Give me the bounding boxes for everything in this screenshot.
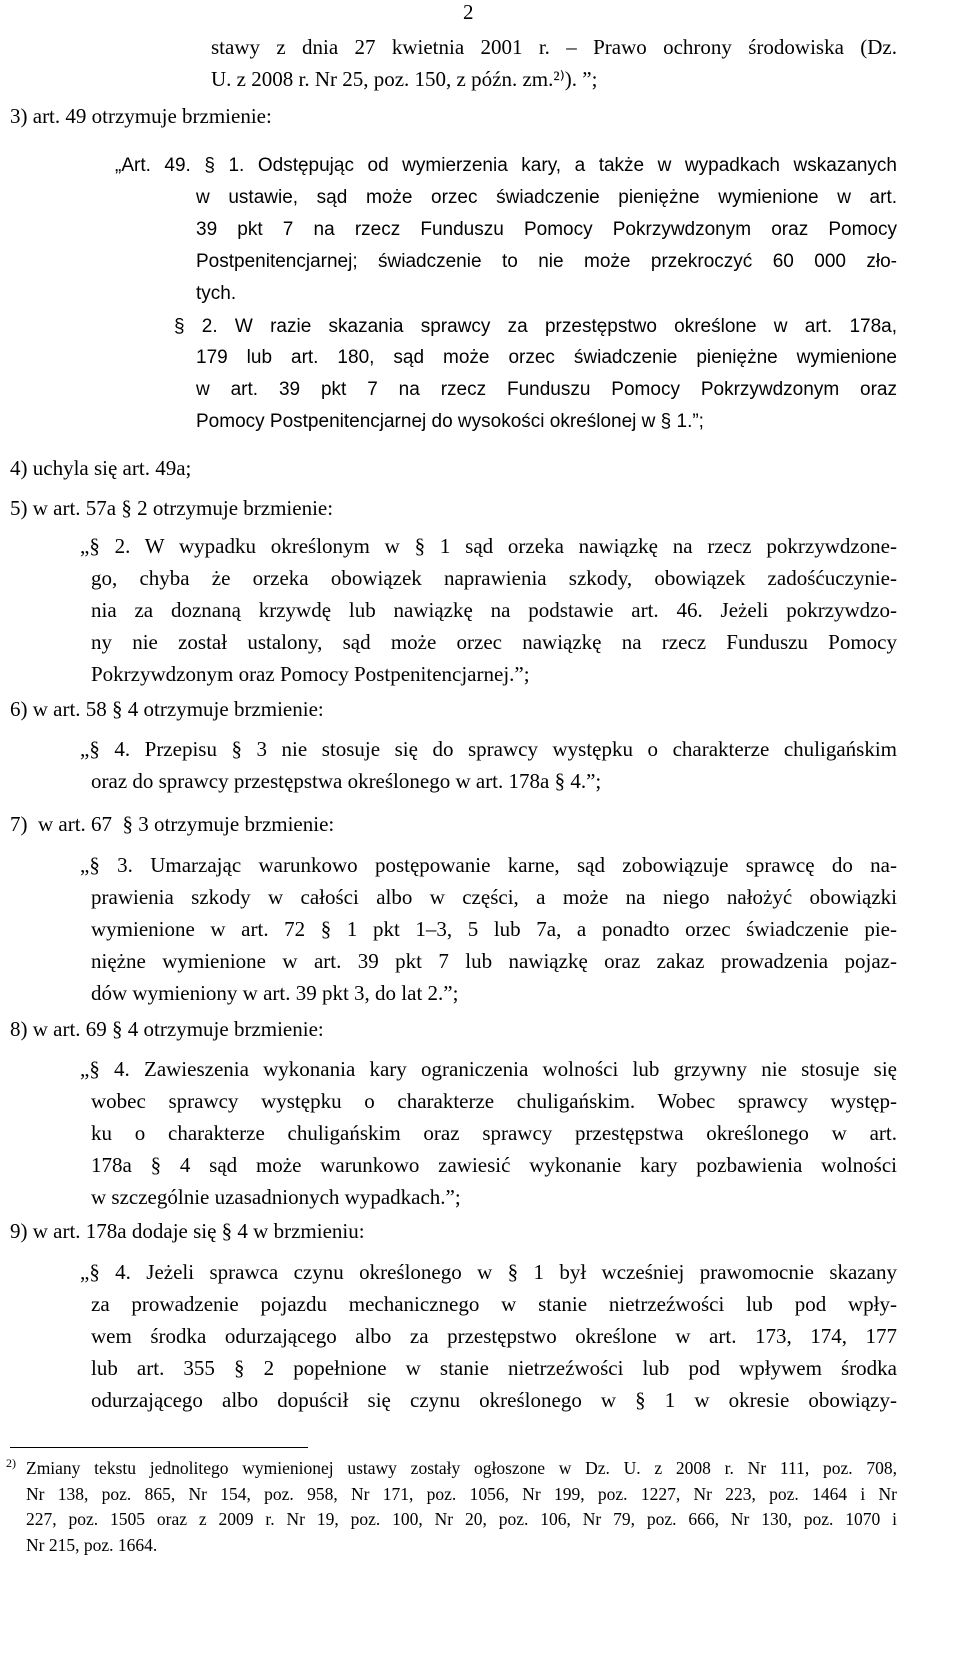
text-line: 5) w art. 57a § 2 otrzymuje brzmienie:: [10, 496, 334, 520]
art69-paragraph-4-body: [91, 1085, 897, 1213]
text-line: 9) w art. 178a dodaje się § 4 w brzmieniu:: [10, 1219, 365, 1243]
text-line: wem środka odurzającego albo za przestępstwo określone w art. 173, 174, 177: [91, 1324, 897, 1348]
text-line: 6) w art. 58 § 4 otrzymuje brzmienie:: [10, 697, 324, 721]
art67-paragraph-3: [80, 849, 897, 881]
footnote-separator: [10, 1447, 308, 1448]
footnote-line: Nr 138, poz. 865, Nr 154, poz. 958, Nr 171, poz. 1056, Nr 199, poz. 1227, Nr 223, poz. 1464 i Nr: [26, 1483, 897, 1504]
text-line: 179 lub art. 180, sąd może orzec świadczenie pieniężne wymienione: [196, 347, 897, 368]
text-line: w art. 39 pkt 7 na rzecz Funduszu Pomocy Pokrzywdzonym oraz: [196, 379, 897, 400]
text-line: „§ 4. Zawieszenia wykonania kary ograniczenia wolności lub grzywny nie stosuje się: [80, 1057, 897, 1081]
art178a-paragraph-4-body: [91, 1288, 897, 1416]
footnote-marker-text: 2): [6, 1456, 16, 1470]
intro-continuation: [211, 31, 897, 95]
art58-paragraph-4: [80, 733, 897, 765]
item-7-heading: [10, 808, 610, 840]
art49-paragraph-1-body: [196, 182, 897, 310]
text-line: ny nie został ustalony, sąd może orzec nawiązkę na rzecz Funduszu Pomocy: [91, 630, 897, 654]
text-line: ku o charakterze chuligańskim oraz sprawcy przestępstwa określonego w art.: [91, 1121, 897, 1145]
text-line: za prowadzenie pojazdu mechanicznego w stanie nietrzeźwości lub pod wpły-: [91, 1292, 897, 1316]
text-line: „§ 4. Jeżeli sprawca czynu określonego w § 1 był wcześniej prawomocnie skazany: [80, 1260, 897, 1284]
text-line: dów wymieniony w art. 39 pkt 3, do lat 2.”;: [91, 981, 459, 1005]
text-line: Pomocy Postpenitencjarnej do wysokości określonej w § 1.”;: [196, 411, 704, 432]
page-number: 2: [463, 0, 474, 24]
text-line: niężne wymienione w art. 39 pkt 7 lub nawiązkę oraz zakaz prowadzenia pojaz-: [91, 949, 897, 973]
text-line: 8) w art. 69 § 4 otrzymuje brzmienie:: [10, 1017, 324, 1041]
item-3-heading: [10, 100, 610, 132]
art67-paragraph-3-body: [91, 881, 897, 1009]
text-line: nia za doznaną krzywdę lub nawiązkę na podstawie art. 46. Jeżeli pokrzywdzo-: [91, 598, 897, 622]
text-line: 178a § 4 sąd może warunkowo zawiesić wykonanie kary pozbawienia wolności: [91, 1153, 897, 1177]
text-line: w ustawie, sąd może orzec świadczenie pieniężne wymienione w art.: [196, 187, 897, 208]
text-line: „Art. 49. § 1. Odstępując od wymierzenia kary, a także w wypadkach wskazanych: [115, 155, 897, 176]
text-line: odurzającego albo dopuścił się czynu określonego w § 1 w okresie obowiązy-: [91, 1388, 897, 1412]
footnote-line: 227, poz. 1505 oraz z 2009 r. Nr 19, poz. 100, Nr 20, poz. 106, Nr 79, poz. 666, Nr 130, poz. 1070 i: [26, 1509, 897, 1529]
text-line: „§ 3. Umarzając warunkowo postępowanie karne, sąd zobowiązuje sprawcę do na-: [80, 853, 897, 877]
text-line: w szczególnie uzasadnionych wypadkach.”;: [91, 1185, 461, 1209]
footnote-line: Zmiany tekstu jednolitego wymienionej ustawy zostały ogłoszone w Dz. U. z 2008 r. Nr 111, poz. 708,: [26, 1458, 897, 1478]
text-line: 39 pkt 7 na rzecz Funduszu Pomocy Pokrzywdzonym oraz Pomocy: [196, 219, 897, 240]
text-line: stawy z dnia 27 kwietnia 2001 r. – Prawo ochrony środowiska (Dz.: [211, 35, 897, 59]
art49-paragraph-2-lead: [174, 311, 897, 343]
text-line: U. z 2008 r. Nr 25, poz. 150, z późn. zm.²⁾). ”;: [211, 67, 598, 91]
art57a-paragraph-2: [80, 530, 897, 562]
text-line: 3) art. 49 otrzymuje brzmienie:: [10, 104, 272, 128]
art178a-paragraph-4: [80, 1256, 897, 1288]
footnote-line: Nr 215, poz. 1664.: [26, 1534, 158, 1555]
item-6-heading: [10, 693, 610, 725]
text-line: „§ 2. W wypadku określonym w § 1 sąd orzeka nawiązkę na rzecz pokrzywdzone-: [80, 534, 897, 558]
art58-paragraph-4-body: [91, 765, 897, 797]
item-4-heading: [10, 452, 610, 484]
text-line: 7) w art. 67 § 3 otrzymuje brzmienie:: [10, 812, 335, 836]
text-line: lub art. 355 § 2 popełnione w stanie nietrzeźwości lub pod wpływem środka: [91, 1356, 897, 1380]
text-line: 4) uchyla się art. 49a;: [10, 456, 192, 480]
footnote: [26, 1456, 897, 1558]
text-line: wobec sprawcy występku o charakterze chuligańskim. Wobec sprawcy występ-: [91, 1089, 897, 1113]
art49-paragraph-2-body: [196, 342, 897, 438]
text-line: § 2. W razie skazania sprawcy za przestępstwo określone w art. 178a,: [174, 316, 897, 337]
footnote-marker: [6, 1456, 16, 1470]
item-5-heading: [10, 492, 610, 524]
text-line: tych.: [196, 283, 237, 304]
text-line: prawienia szkody w całości albo w części, a może na niego nałożyć obowiązki: [91, 885, 897, 909]
art49-paragraph-1: [115, 150, 897, 182]
art69-paragraph-4: [80, 1053, 897, 1085]
text-line: wymienione w art. 72 § 1 pkt 1–3, 5 lub 7a, a ponadto orzec świadczenie pie-: [91, 917, 897, 941]
text-line: „§ 4. Przepisu § 3 nie stosuje się do sprawcy występku o charakterze chuligańskim: [80, 737, 897, 761]
text-line: Pokrzywdzonym oraz Pomocy Postpenitencjarnej.”;: [91, 662, 530, 686]
text-line: Postpenitencjarnej; świadczenie to nie może przekroczyć 60 000 zło-: [196, 251, 897, 272]
text-line: go, chyba że orzeka obowiązek naprawienia szkody, obowiązek zadośćuczynie-: [91, 566, 897, 590]
text-line: oraz do sprawcy przestępstwa określonego w art. 178a § 4.”;: [91, 769, 602, 793]
art57a-paragraph-2-body: [91, 562, 897, 690]
item-8-heading: [10, 1013, 610, 1045]
item-9-heading: [10, 1215, 610, 1247]
